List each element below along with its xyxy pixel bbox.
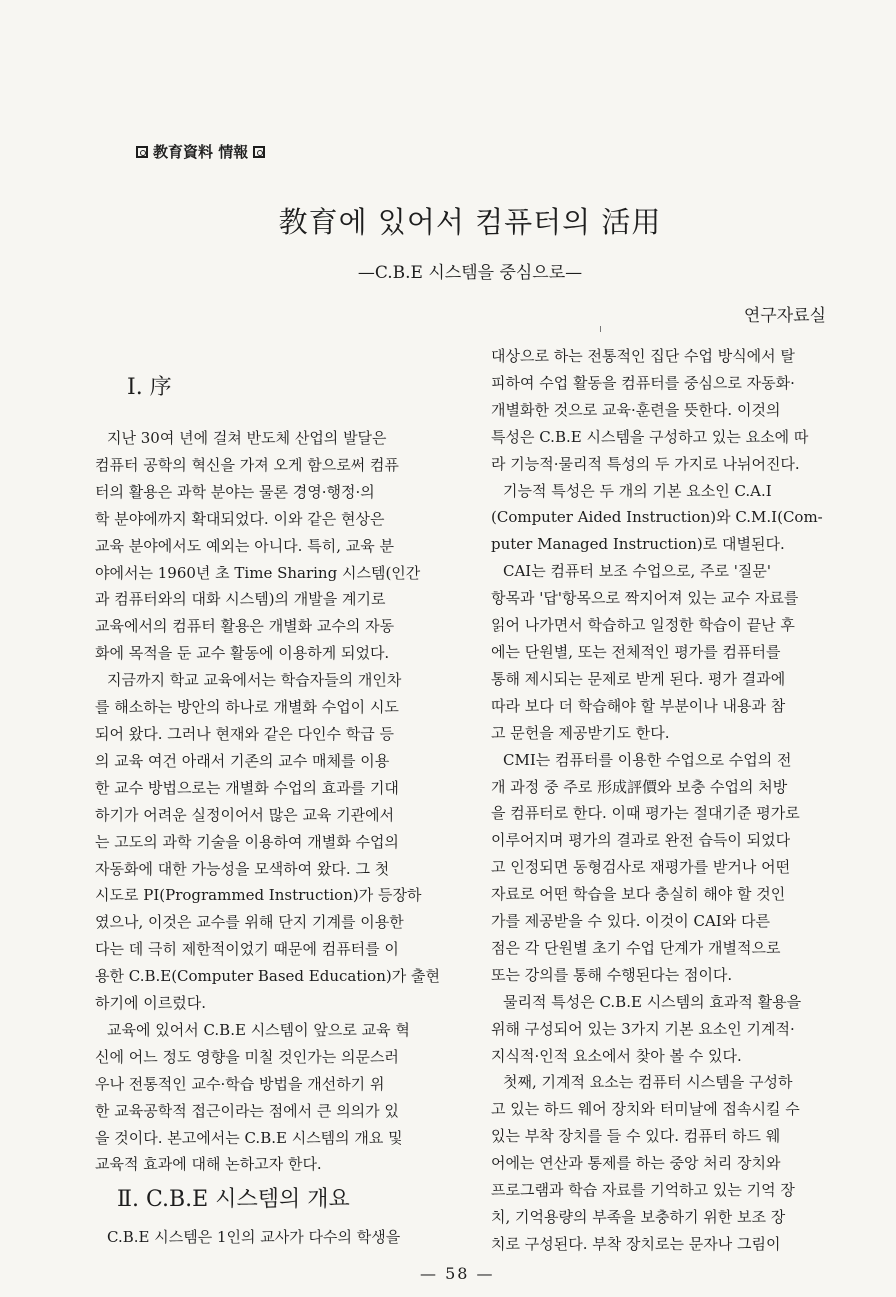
paragraph-line: CAI는 컴퓨터 보조 수업으로, 주로 '질문' (503, 562, 771, 581)
paragraph-line: 에는 단원별, 또는 전체적인 평가를 컴퓨터를 (491, 642, 781, 661)
paragraph-line: 한 교수 방법으로는 개별화 수업의 효과를 기대 (95, 778, 399, 797)
article-author: 연구자료실 (743, 306, 826, 326)
left-column-continuation (95, 1224, 465, 1251)
paragraph-line: 컴퓨터 공학의 혁신을 가져 오게 함으로써 컴퓨 (95, 455, 399, 474)
paragraph-line: 통해 제시되는 문제로 받게 된다. 평가 결과에 (491, 669, 786, 688)
section-heading-cbe-overview: Ⅱ. C.B.E 시스템의 개요 (117, 1187, 350, 1212)
paragraph-line: 하기에 이르렀다. (95, 994, 206, 1013)
paragraph-line: 의 교육 여건 아래서 기존의 교수 매체를 이용 (95, 751, 390, 770)
paragraph-line: 였으나, 이것은 교수를 위해 단지 기계를 이용한 (95, 913, 404, 932)
paragraph-line: 지금까지 학교 교육에서는 학습자들의 개인차 (107, 671, 402, 690)
paragraph-line: 과 컴퓨터와의 대화 시스템)의 개발을 계기로 (95, 590, 386, 609)
left-column-body (95, 425, 465, 1178)
paragraph-line: 다는 데 극히 제한적이었기 때문에 컴퓨터를 이 (95, 940, 399, 959)
paragraph-line: 교육적 효과에 대해 논하고자 한다. (95, 1155, 322, 1174)
box-bullet-icon (253, 146, 265, 158)
paragraph-line: 항목과 '답'항목으로 짝지어져 있는 교수 자료를 (491, 589, 799, 608)
paragraph-line: 읽어 나가면서 학습하고 일정한 학습이 끝난 후 (491, 616, 795, 635)
paragraph-line: 고 있는 하드 웨어 장치와 터미날에 접속시킬 수 (491, 1100, 800, 1119)
section-tag-label: 教育資料 情報 (153, 143, 249, 161)
paragraph-line: 개 과정 중 주로 形成評價와 보충 수업의 처방 (491, 777, 788, 796)
article-title: 教育에 있어서 컴퓨터의 活用 (278, 205, 662, 239)
paragraph-line: 대상으로 하는 전통적인 집단 수업 방식에서 탈 (491, 347, 795, 365)
paragraph-line: 교육에서의 컴퓨터 활용은 개별화 교수의 자동 (95, 617, 395, 636)
paragraph-line: 또는 강의를 통해 수행된다는 점이다. (491, 965, 733, 984)
paragraph-line: 하기가 어려운 실정이어서 많은 교육 기관에서 (95, 805, 395, 824)
paragraph-line: 지난 30여 년에 걸쳐 반도체 산업의 발달은 (107, 429, 387, 447)
paragraph-line: 치로 구성된다. 부착 장치로는 문자나 그림이 (491, 1234, 781, 1253)
paragraph-line: 용한 C.B.E(Computer Based Education)가 출현 (95, 967, 440, 986)
paragraph-line: puter Managed Instruction)로 대별된다. (491, 535, 785, 554)
paragraph-line: 을 컴퓨터로 한다. 이때 평가는 절대기준 평가로 (491, 804, 800, 823)
paragraph-line: 치, 기억용량의 부족을 보충하기 위한 보조 장 (491, 1208, 786, 1226)
paragraph-line: 지식적·인적 요소에서 찾아 볼 수 있다. (491, 1046, 742, 1065)
paragraph-line: 특성은 C.B.E 시스템을 구성하고 있는 요소에 따 (491, 427, 809, 446)
paragraph-line: CMI는 컴퓨터를 이용한 수업으로 수업의 전 (503, 750, 792, 769)
paragraph-line: 고 인정되면 동형검사로 재평가를 받거나 어떤 (491, 858, 791, 877)
page-number: — 58 — (420, 1264, 495, 1283)
paragraph-line: 피하여 수업 활동을 컴퓨터를 중심으로 자동화· (491, 373, 795, 392)
paragraph-line: 교육 분야에서도 예외는 아니다. 특히, 교육 분 (95, 536, 394, 555)
paragraph-line: 신에 어느 정도 영향을 미칠 것인가는 의문스러 (95, 1047, 399, 1066)
paragraph-line: 되어 왔다. 그러나 현재와 같은 다인수 학급 등 (95, 724, 394, 743)
paragraph-line: 우나 전통적인 교수·학습 방법을 개선하기 위 (95, 1074, 385, 1093)
paragraph-line: 따라 보다 더 학습해야 할 부분이나 내용과 참 (491, 696, 786, 715)
paragraph-line: 터의 활용은 과학 분야는 물론 경영·행정·의 (95, 482, 375, 501)
paragraph-line: 자동화에 대한 가능성을 모색하여 왔다. 그 첫 (95, 859, 390, 878)
paragraph-line: (Computer Aided Instruction)와 C.M.I(Com- (491, 508, 823, 527)
paragraph-line: 점은 각 단원별 초기 수업 단계가 개별적으로 (491, 938, 781, 957)
paragraph-line: 이루어지며 평가의 결과로 완전 습득이 되었다 (491, 831, 791, 850)
paragraph-line: 위해 구성되어 있는 3가지 기본 요소인 기계적· (491, 1019, 795, 1038)
scan-mark (600, 326, 601, 332)
paragraph-line: 있는 부착 장치를 들 수 있다. 컴퓨터 하드 웨 (491, 1127, 781, 1146)
box-bullet-icon (136, 146, 148, 158)
paragraph-line: 물리적 특성은 C.B.E 시스템의 효과적 활용을 (503, 992, 802, 1011)
paragraph-line: 는 고도의 과학 기술을 이용하여 개별화 수업의 (95, 832, 399, 851)
paragraph-line: 고 문헌을 제공받기도 한다. (491, 723, 670, 742)
paragraph-line: 을 것이다. 본고에서는 C.B.E 시스템의 개요 및 (95, 1128, 403, 1147)
paragraph-line: 자료로 어떤 학습을 보다 충실히 해야 할 것인 (491, 885, 786, 904)
paragraph-line: 어에는 연산과 통제를 하는 중앙 처리 장치와 (491, 1154, 781, 1173)
paragraph-line: 교육에 있어서 C.B.E 시스템이 앞으로 교육 혁 (107, 1020, 410, 1039)
paragraph-line: 기능적 특성은 두 개의 기본 요소인 C.A.I (503, 481, 772, 500)
paragraph-line: 화에 목적을 둔 교수 활동에 이용하게 되었다. (95, 644, 390, 663)
paragraph-line: 시도로 PI(Programmed Instruction)가 등장하 (95, 886, 422, 905)
section-heading-intro: Ⅰ. 序 (127, 375, 172, 400)
paragraph-line: C.B.E 시스템은 1인의 교사가 다수의 학생을 (107, 1228, 401, 1246)
paragraph-line: 라 기능적·물리적 특성의 두 가지로 나뉘어진다. (491, 454, 800, 473)
paragraph-line: 한 교육공학적 접근이라는 점에서 큰 의의가 있 (95, 1101, 399, 1120)
article-subtitle: —C.B.E 시스템을 중심으로— (357, 263, 583, 283)
paragraph-line: 학 분야에까지 확대되었다. 이와 같은 현상은 (95, 509, 385, 528)
paragraph-line: 를 해소하는 방안의 하나로 개별화 수업이 시도 (95, 698, 399, 717)
paragraph-line: 개별화한 것으로 교육·훈련을 뜻한다. 이것의 (491, 400, 781, 419)
section-tag (136, 141, 265, 162)
paragraph-line: 가를 제공받을 수 있다. 이것이 CAI와 다른 (491, 912, 770, 931)
paragraph-line: 야에서는 1960년 초 Time Sharing 시스템(인간 (95, 563, 421, 582)
right-column-body (491, 343, 866, 1258)
paragraph-line: 첫째, 기계적 요소는 컴퓨터 시스템을 구성하 (503, 1073, 793, 1092)
paragraph-line: 프로그램과 학습 자료를 기억하고 있는 기억 장 (491, 1181, 795, 1200)
